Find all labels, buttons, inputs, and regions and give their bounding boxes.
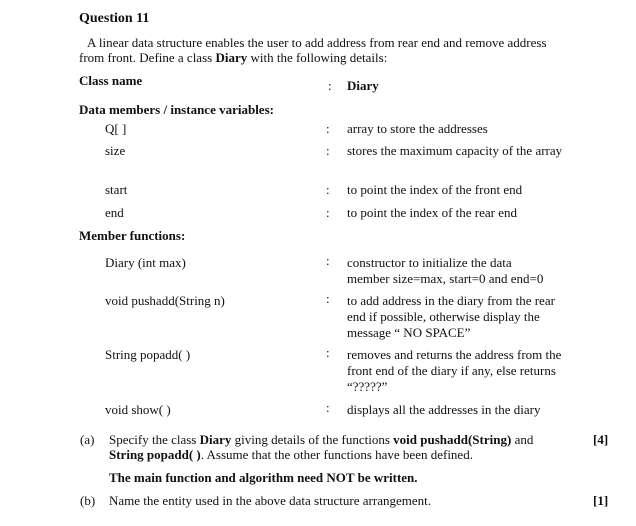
data-member-desc: array to store the addresses [347,121,488,136]
data-member-colon: : [326,121,330,136]
member-function-desc: removes and returns the address from the front end of the diary if any, else returns “?????” [347,347,562,394]
data-member-desc: to point the index of the front end [347,182,523,197]
part-b-marks: [1] [593,493,609,508]
data-member-name: size [105,143,126,158]
data-member-name: end [105,205,124,220]
class-name-colon: : [328,78,332,93]
member-function-name: String popadd( ) [105,347,191,362]
member-function-colon: : [326,253,330,268]
member-functions-heading: Member functions: [79,228,186,243]
data-member-colon: : [326,182,330,197]
member-function-colon: : [326,400,330,415]
data-member-desc: stores the maximum capacity of the array [347,143,563,158]
class-name-label: Class name [79,73,143,88]
question-heading: Question 11 [79,11,150,26]
intro-class-name: Diary [215,50,248,65]
data-member-desc: to point the index of the rear end [347,205,518,220]
class-name-value: Diary [347,78,379,93]
part-a-line-2: String popadd( ). Assume that the other functions have been defined. [109,447,473,462]
data-member-name: start [105,182,128,197]
member-function-desc: to add address in the diary from the rear end if possible, otherwise display the message “ NO SPACE” [347,293,555,340]
member-function-name: void pushadd(String n) [105,293,225,308]
member-function-name: void show( ) [105,402,171,417]
part-b-text: Name the entity used in the above data structure arrangement. [109,493,431,508]
member-function-desc: displays all the addresses in the diary [347,402,541,417]
data-member-colon: : [326,143,330,158]
part-a-note: The main function and algorithm need NOT be written. [109,470,418,485]
intro-line-1: A linear data structure enables the user to add address from rear end and remove address [87,35,547,50]
intro-line-2: from front. Define a class Diary with the following details: [79,50,388,65]
part-a-line-1: Specify the class Diary giving details of the functions void pushadd(String) and [109,432,534,447]
member-function-name: Diary (int max) [105,255,186,270]
member-function-colon: : [326,345,330,360]
data-members-heading: Data members / instance variables: [79,102,274,117]
part-b-label: (b) [80,493,96,508]
data-member-colon: : [326,205,330,220]
member-function-colon: : [326,291,330,306]
member-function-desc: constructor to initialize the data member size=max, start=0 and end=0 [347,255,544,286]
part-a-marks: [4] [593,432,609,447]
part-a-label: (a) [80,432,95,447]
data-member-name: Q[ ] [105,121,127,136]
